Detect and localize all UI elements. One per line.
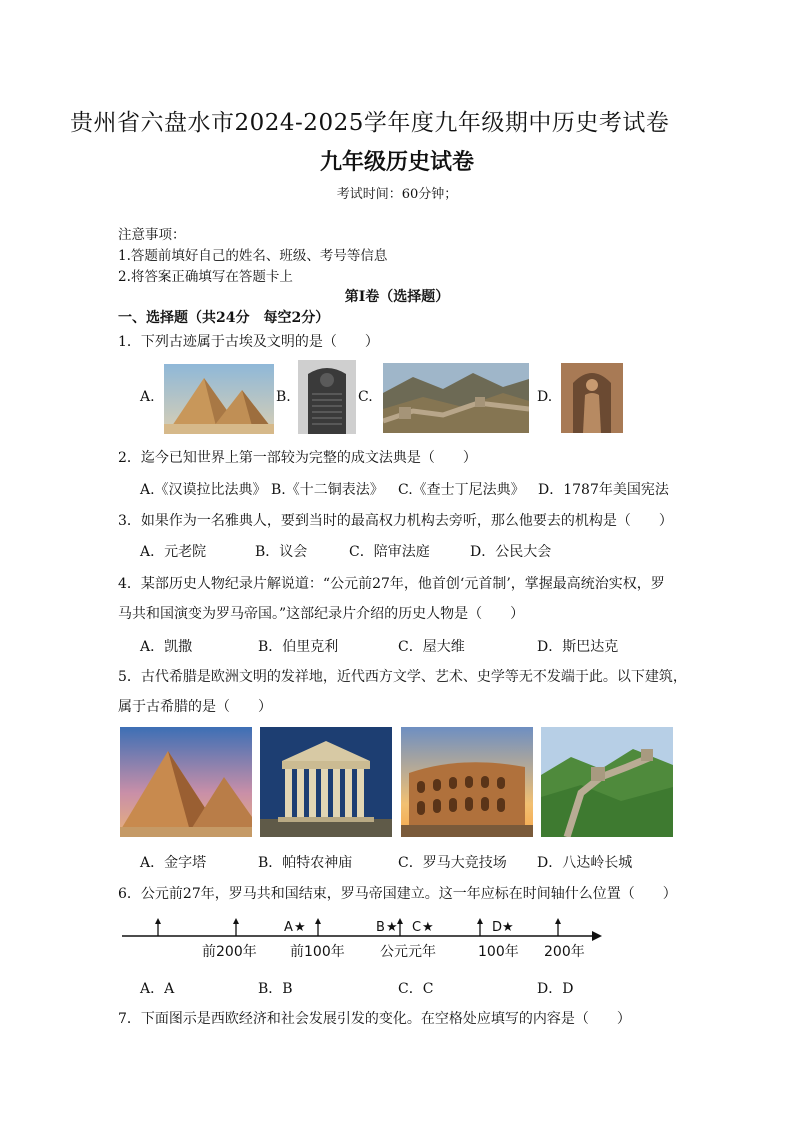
great-wall-photo bbox=[383, 363, 529, 433]
option-a: A．凯撒 bbox=[140, 639, 193, 655]
timeline-tick-label: 前100年 bbox=[290, 944, 345, 960]
option-d: D．公民大会 bbox=[470, 544, 552, 560]
star-icon: ★ bbox=[422, 920, 434, 935]
timeline-marker: B bbox=[376, 920, 385, 935]
option-d: D．斯巴达克 bbox=[537, 639, 619, 655]
option-d: D．D bbox=[537, 981, 574, 997]
timeline-tick-label: 前200年 bbox=[202, 944, 257, 960]
question-stem: 3．如果作为一名雅典人，要到当时的最高权力机构去旁听，那么他要去的机构是（ ） bbox=[118, 513, 673, 529]
stele-photo bbox=[298, 360, 356, 434]
star-icon: ★ bbox=[294, 920, 306, 935]
question-stem-continued: 属于古希腊的是（ ） bbox=[118, 699, 272, 715]
option-c: C．罗马大竞技场 bbox=[398, 855, 507, 871]
document-title: 贵州省六盘水市2024-2025学年度九年级期中历史考试卷 bbox=[70, 110, 670, 136]
option-c: C.《查士丁尼法典》 bbox=[398, 482, 525, 498]
timeline-marker: D bbox=[492, 920, 503, 935]
option-label: D. bbox=[537, 389, 553, 405]
exam-subtitle: 九年级历史试卷 bbox=[319, 149, 474, 175]
option-d: D．八达岭长城 bbox=[537, 855, 633, 871]
part-heading: 一、选择题（共24分 每空2分） bbox=[118, 310, 330, 326]
badaling-great-wall-photo bbox=[541, 727, 673, 837]
notes-item: 2.将答案正确填写在答题卡上 bbox=[118, 269, 293, 285]
option-a: A．A bbox=[140, 981, 175, 997]
question-stem: 7．下面图示是西欧经济和社会发展引发的变化。在空格处应填写的内容是（ ） bbox=[118, 1011, 631, 1027]
option-c: C．陪审法庭 bbox=[349, 544, 430, 560]
timeline-marker: C bbox=[412, 920, 422, 935]
option-b: B.《十二铜表法》 bbox=[271, 482, 384, 498]
timeline-diagram bbox=[118, 912, 610, 962]
option-label: A. bbox=[140, 389, 155, 405]
option-b: B．B bbox=[258, 981, 293, 997]
question-stem: 6．公元前27年，罗马共和国结束，罗马帝国建立。这一年应标在时间轴什么位置（ ） bbox=[118, 886, 677, 902]
option-a: A．金字塔 bbox=[140, 855, 207, 871]
timeline-tick-label: 200年 bbox=[544, 944, 585, 960]
question-stem-continued: 马共和国演变为罗马帝国。”这部纪录片介绍的历史人物是（ ） bbox=[118, 606, 525, 622]
volume-heading: 第Ⅰ卷（选择题） bbox=[344, 289, 450, 305]
option-c: C．C bbox=[398, 981, 434, 997]
option-a: A.《汉谟拉比法典》 bbox=[140, 482, 267, 498]
option-b: B．伯里克利 bbox=[258, 639, 339, 655]
colosseum-photo bbox=[401, 727, 533, 837]
option-label: C. bbox=[358, 389, 373, 405]
timeline-tick-label: 公元元年 bbox=[380, 944, 436, 960]
question-stem: 4．某部历史人物纪录片解说道：“公元前27年，他首创‘元首制’，掌握最高统治实权，罗 bbox=[118, 576, 665, 592]
option-b: B．帕特农神庙 bbox=[258, 855, 353, 871]
pyramids-photo bbox=[164, 364, 274, 434]
option-label: B. bbox=[276, 389, 291, 405]
option-c: C．屋大维 bbox=[398, 639, 465, 655]
star-icon: ★ bbox=[386, 920, 398, 935]
exam-time: 考试时间：60分钟； bbox=[336, 187, 458, 202]
question-stem: 1．下列古迹属于古埃及文明的是（ ） bbox=[118, 334, 379, 350]
notes-item: 1.答题前填好自己的姓名、班级、考号等信息 bbox=[118, 248, 388, 264]
question-stem: 2．迄今已知世界上第一部较为完整的成文法典是（ ） bbox=[118, 450, 477, 466]
option-a: A．元老院 bbox=[140, 544, 207, 560]
pyramids-sunset-photo bbox=[120, 727, 252, 837]
option-d: D．1787年美国宪法 bbox=[538, 482, 669, 498]
notes-heading: 注意事项： bbox=[118, 227, 186, 243]
timeline-marker: A bbox=[284, 920, 293, 935]
question-stem: 5．古代希腊是欧洲文明的发祥地，近代西方文学、艺术、史学等无不发端于此。以下建筑， bbox=[118, 669, 687, 685]
timeline-tick-label: 100年 bbox=[478, 944, 519, 960]
star-icon: ★ bbox=[502, 920, 514, 935]
buddha-statue-photo bbox=[561, 363, 623, 433]
parthenon-photo bbox=[260, 727, 392, 837]
option-b: B．议会 bbox=[255, 544, 308, 560]
